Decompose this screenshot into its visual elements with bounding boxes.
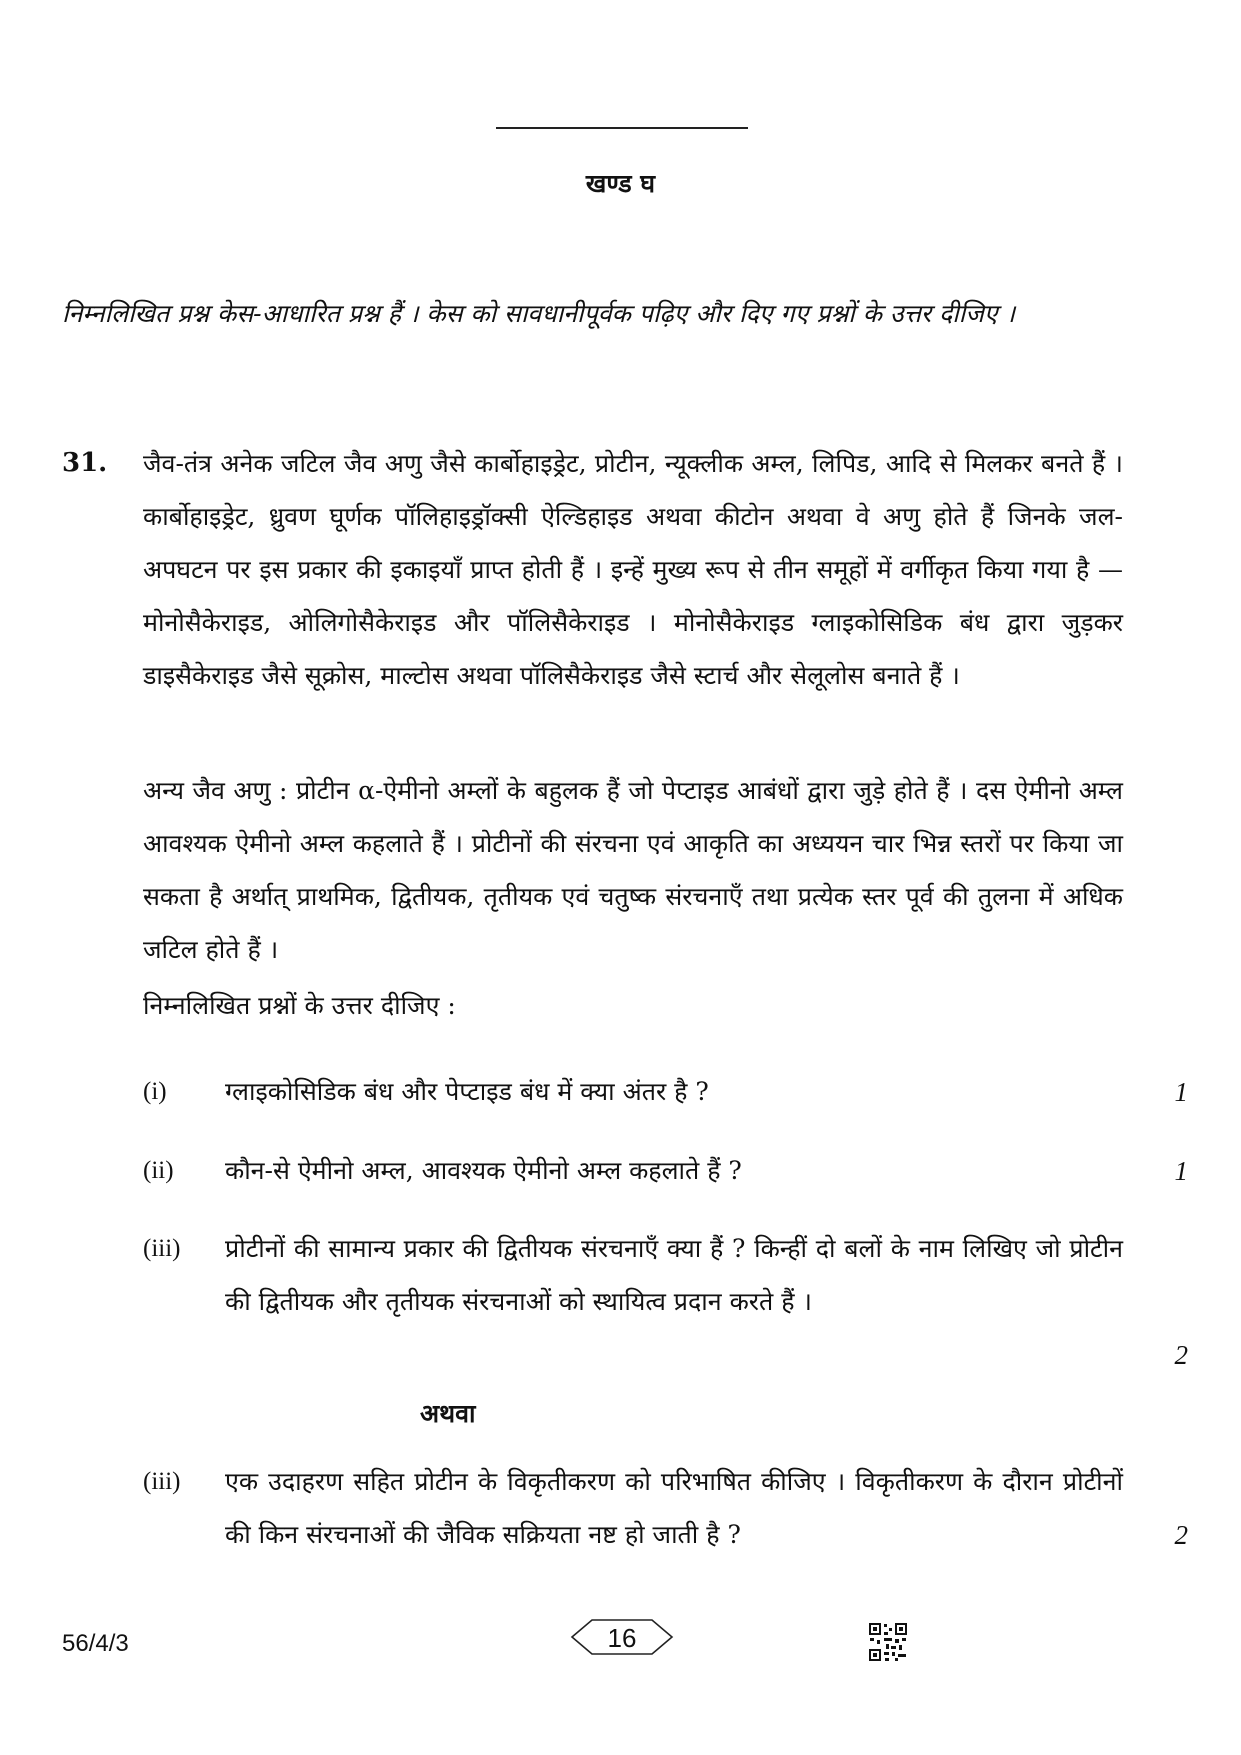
sub-question-number: (ii) — [143, 1157, 174, 1184]
sub-question-marks: 2 — [1174, 1340, 1188, 1370]
sub-question-number: (iii) — [143, 1468, 181, 1495]
page-number-badge — [570, 1617, 674, 1657]
qr-code-icon — [868, 1622, 908, 1662]
sub-question-text: ग्लाइकोसिडिक बंध और पेप्टाइड बंध में क्या अंतर है ? — [225, 1077, 709, 1106]
sub-question-number: (iii) — [143, 1235, 181, 1262]
case-paragraph-2: अन्य जैव अणु : प्रोटीन α-ऐमीनो अम्लों के बहुलक हैं जो पेप्टाइड आबंधों द्वारा जुड़े होते हैं । दस ऐमीनो अम्ल आवश्यक ऐमीनो अम्ल कहलाते हैं । प्रोटीनों की संरचना एवं आकृति का अध्ययन चार भिन्न स्तरों पर किया जा सकता है अर्थात् प्राथमिक, द्वितीयक, तृतीयक एवं चतुष्क संरचनाएँ तथा प्रत्येक स्तर पूर्व की तुलना में अधिक जटिल होते हैं । — [143, 776, 1123, 964]
sub-question-marks: 1 — [1174, 1156, 1188, 1186]
sub-question-text: कौन-से ऐमीनो अम्ल, आवश्यक ऐमीनो अम्ल कहलाते हैं ? — [225, 1156, 742, 1185]
sub-question-marks: 2 — [1174, 1520, 1188, 1550]
sub-question-text: एक उदाहरण सहित प्रोटीन के विकृतीकरण को परिभाषित कीजिए । विकृतीकरण के दौरान प्रोटीनों की किन संरचनाओं की जैविक सक्रियता नष्ट हो जाती है ? — [225, 1467, 1123, 1549]
top-divider — [496, 127, 748, 129]
section-title: खण्ड घ — [585, 169, 656, 198]
question-number: 31. — [62, 448, 108, 478]
section-instructions: निम्नलिखित प्रश्न केस-आधारित प्रश्न हैं । केस को सावधानीपूर्वक पढ़िए और दिए गए प्रश्नों के उत्तर दीजिए । — [62, 299, 1016, 328]
paper-code: 56/4/3 — [62, 1630, 129, 1657]
sub-question-text: प्रोटीनों की सामान्य प्रकार की द्वितीयक संरचनाएँ क्या हैं ? किन्हीं दो बलों के नाम लिखिए जो प्रोटीन की द्वितीयक और तृतीयक संरचनाओं को स्थायित्व प्रदान करते हैं । — [225, 1234, 1123, 1316]
case-paragraph-1: जैव-तंत्र अनेक जटिल जैव अणु जैसे कार्बोहाइड्रेट, प्रोटीन, न्यूक्लीक अम्ल, लिपिड, आदि से मिलकर बनते हैं । कार्बोहाइड्रेट, ध्रुवण घूर्णक पॉलिहाइड्रॉक्सी ऐल्डिहाइड अथवा कीटोन अथवा वे अणु होते हैं जिनके जल-अपघटन पर इस प्रकार की इकाइयाँ प्राप्त होती हैं । इन्हें मुख्य रूप से तीन समूहों में वर्गीकृत किया गया है — मोनोसैकेराइड, ओलिगोसैकेराइड और पॉलिसैकेराइड । मोनोसैकेराइड ग्लाइकोसिडिक बंध द्वारा जुड़कर डाइसैकेराइड जैसे सूक्रोस, माल्टोस अथवा पॉलिसैकेराइड जैसे स्टार्च और सेलूलोस बनाते हैं । — [143, 449, 1123, 690]
or-label: अथवा — [420, 1399, 476, 1428]
sub-question-marks: 1 — [1174, 1077, 1188, 1107]
page-number: 16 — [607, 1623, 637, 1653]
questions-lead: निम्नलिखित प्रश्नों के उत्तर दीजिए : — [143, 991, 456, 1020]
sub-question-number: (i) — [143, 1078, 167, 1105]
